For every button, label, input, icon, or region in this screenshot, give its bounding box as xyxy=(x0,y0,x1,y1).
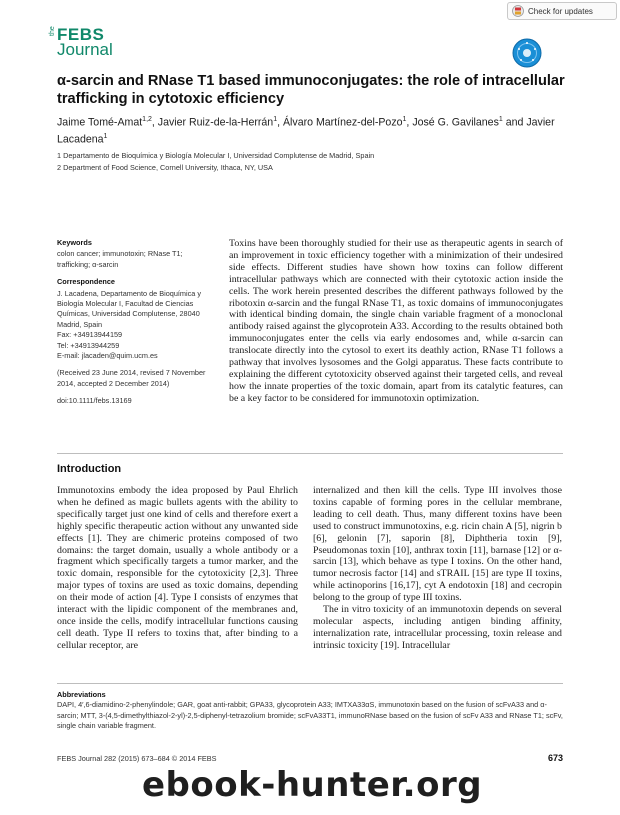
author-name: José G. Gavilanes xyxy=(412,116,499,129)
correspondence-line: Biología Molecular I, Facultad de Ciencias xyxy=(57,299,194,309)
affiliations xyxy=(57,150,577,174)
affiliation: 1 Departamento de Bioquímica y Biología Molecular I, Universidad Complutense de Madrid, Spain xyxy=(57,151,375,160)
abbreviations-text: DAPI, 4′,6-diamidino-2-phenylindole; GAR, goat anti-rabbit; GPA33, glycoprotein A33; IMTXA33αS, immunotoxin based on the fusion of scFvA33 and α-sarcin; MTT, 3-(4,5-dimethylthiazol-2-yl)-2,5-diphenyl-tetrazolium bromide; scFvA33T1, immunoRNase based on the fusion of scFv A33 and RNase T1; scFv, single chain variable fragment. xyxy=(57,700,563,731)
update-icon xyxy=(512,5,524,17)
abbreviations xyxy=(57,690,563,732)
correspondence-line: Fax: +34913944159 xyxy=(57,330,123,340)
intro-paragraph: internalized and then kill the cells. Type III involves those toxins capable of forming pores in the cellular membrane, leading to cell death. Thus, many different toxins have been used to construct immunotoxins, e.g. ricin chain A [5], nigrin b [6], gelonin [7], saporin [8], Diphtheria toxin [9], Pseudomonas toxin [10], anthrax toxin [11], barnase [12] or α-sarcin [13], which behave as type I toxins. On the other hand, tumor necrosis factor [14] and sTRAIL [15] are type II toxins, while actinoporins [16,17], cyt A endotoxin [18] and cecropin belong to the group of type III toxins. xyxy=(313,485,562,604)
watermark: ebook-hunter.org xyxy=(142,765,483,805)
abstract: Toxins have been thoroughly studied for their use as therapeutic agents in search of an improvement in toxic efficiency together with a minimization of their undesired side effects. Different studies have shown how toxins can follow different intracellular pathways which are connected with their cytotoxic action inside the cells. The work herein presented describes the different pathways followed by the ribotoxin α-sarcin and the fungal RNase T1, as toxic domains of immunoconjugates with identical binding domain, the single chain variable fragment of a monoclonal antibody raised against the glycoprotein A33. According to the results obtained both immunoconjugates enter the cells via early endosomes and, while α-sarcin can translocate directly into the cytosol to exert its deathly action, RNase T1 follows a pathway that involves lysosomes and the Golgi apparatus. These facts contribute to explaining the different cytotoxicity observed against their targeted cells, and reveal how the innate properties of the toxic domain, apart from its catalytic features, can be a key factor to be considered for immunotoxin optimization. xyxy=(229,238,563,404)
article-info-sidebar xyxy=(57,238,207,414)
check-for-updates-button[interactable] xyxy=(507,2,617,20)
author-affiliation-marker: 1,2 xyxy=(142,116,152,123)
author-name: Jaime Tomé-Amat xyxy=(57,116,143,129)
author-affiliation-marker: 1 xyxy=(402,116,407,123)
author-name: Javier Ruiz-de-la-Herrán xyxy=(157,116,274,129)
section-divider xyxy=(57,453,563,454)
correspondence-line: Madrid, Spain xyxy=(57,319,103,329)
keywords-heading: Keywords xyxy=(57,238,92,247)
correspondence-email[interactable]: E-mail: jlacaden@quim.ucm.es xyxy=(57,351,158,361)
journal-citation: FEBS Journal 282 (2015) 673–684 © 2014 FEBS xyxy=(57,754,217,763)
author-name: Javier Lacadena xyxy=(57,116,555,146)
keywords: colon cancer; immunotoxin; RNase T1; trafficking; α-sarcin xyxy=(57,249,183,269)
correspondence-line: Químicas, Universidad Complutense, 28040 xyxy=(57,309,200,319)
check-for-updates-label: Check for updates xyxy=(528,6,593,16)
intro-paragraph: Immunotoxins embody the idea proposed by Paul Ehrlich when he defined as magic bullets agents with the ability to specifically target just one kind of cells and therefore exert a highly specific therapeutic action without any unwanted side effects [1]. They are chimeric proteins composed of two domains: the target domain, usually a whole antibody or a fragment which specifically targets a tumor marker, and the toxic domain, responsible for the cytotoxicity [2,3]. Three major types of toxins are used as toxic domains, depending on their mode of action [4]. Type I consists of enzymes that interact with the lipidic component of the membranes and, once inside the cells, modify intracellular functions causing cell death. Type II refers to toxins that, after binding to a cellular receptor, are xyxy=(57,485,298,651)
received-history: (Received 23 June 2014, revised 7 November 2014, accepted 2 December 2014) xyxy=(57,368,206,388)
author-affiliation-marker: 1 xyxy=(498,116,503,123)
author-affiliation-marker: 1 xyxy=(273,116,278,123)
body-column-right xyxy=(313,485,562,652)
page-footer xyxy=(57,754,563,763)
correspondence-line: J. Lacadena, Departamento de Bioquímica y xyxy=(57,288,201,298)
journal-logo xyxy=(49,25,139,59)
abbreviations-heading: Abbreviations xyxy=(57,690,106,699)
doi-link[interactable]: doi:10.1111/febs.13169 xyxy=(57,396,132,406)
intro-paragraph: The in vitro toxicity of an immunotoxin depends on several molecular aspects, including antigen binding affinity, internalization rate, intracellular processing, toxin release and intrinsic toxicity [19]. Intracellular xyxy=(313,604,562,651)
author-affiliation-marker: 1 xyxy=(103,132,108,140)
body-column-left xyxy=(57,485,298,652)
logo-the: the xyxy=(49,26,56,36)
author-name: Álvaro Martínez-del-Pozo xyxy=(282,116,403,129)
abbreviations-divider xyxy=(57,683,563,684)
logo-journal: Journal xyxy=(57,40,113,59)
article-title: α-sarcin and RNase T1 based immunoconjugates: the role of intracellular trafficking in cytotoxic efficiency xyxy=(57,73,565,107)
affiliation: 2 Department of Food Science, Cornell University, Ithaca, NY, USA xyxy=(57,163,273,172)
correspondence-line: Tel: +34913944259 xyxy=(57,340,120,350)
febs-emblem-icon xyxy=(512,38,542,68)
correspondence-heading: Correspondence xyxy=(57,277,115,287)
author-list: Jaime Tomé-Amat$^{1,2}$, Javier Ruiz-de-la-Herrán$^1$, Álvaro Martínez-del-Pozo$^1$, José G. Gavilanes$^1$ and Javier Lacadena$^1$ xyxy=(57,116,555,146)
introduction-heading: Introduction xyxy=(57,463,122,475)
page-number: 673 xyxy=(547,753,563,763)
logo-febs: FEBS xyxy=(57,25,105,44)
